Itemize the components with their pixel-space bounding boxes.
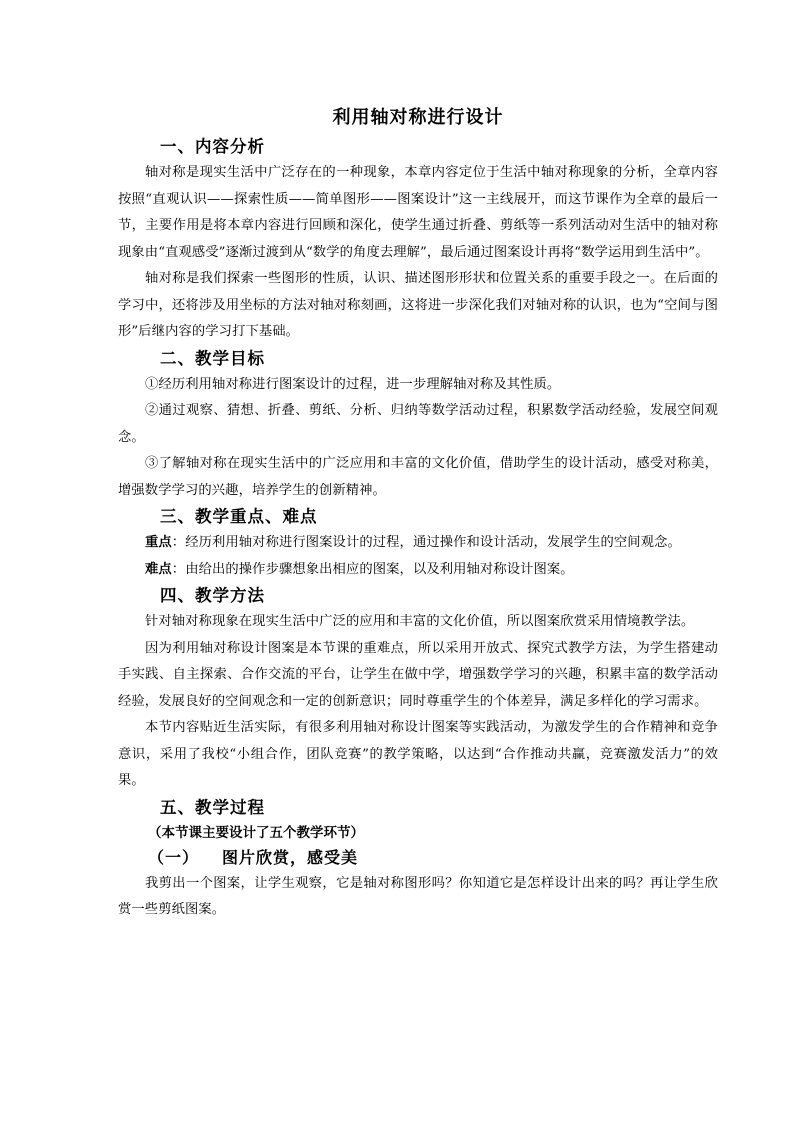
goal-item: ③了解轴对称在现实生活中的广泛应用和丰富的文化价值，借助学生的设计活动，感受对称美，增强数学学习的兴趣，培养学生的创新精神。 [118,456,718,498]
paragraph: 轴对称是我们探索一些图形的性质，认识、描述图形形状和位置关系的重要手段之一。在后面的学习中，还将涉及用坐标的方法对轴对称刻画，这将进一步深化我们对轴对称的认识，也为“空间与图形”后继内容的学习打下基础。 [118,271,718,339]
document-body [118,104,718,924]
key-point-label: 重点 [145,535,172,550]
paragraph: 因为利用轴对称设计图案是本节课的重难点，所以采用开放式、探究式教学方法，为学生搭建动手实践、自主探索、合作交流的平台，让学生在做中学，增强数学学习的兴趣，积累丰富的数学活动经验，发展良好的空间观念和一定的创新意识；同时尊重学生的个体差异，满足多样化的学习需求。 [118,640,718,709]
paragraph: 轴对称是现实生活中广泛存在的一种现象，本章内容定位于生活中轴对称现象的分析，全章内容按照“直观认识——探索性质——简单图形——图案设计”这一主线展开，而这节课作为全章的最后一节，主要作用是将本章内容进行回顾和深化，使学生通过折叠、剪纸等一系列活动对生活中的轴对称现象由“直观感受”逐渐过渡到从“数学的角度去理解”，最后通过图案设计再将“数学运用到生活中”。 [118,165,718,260]
difficult-point-text: ：由给出的操作步骤想象出相应的图案，以及利用轴对称设计图案。 [171,561,574,577]
section-heading-teaching-process: 五、教学过程 [160,797,265,817]
step-number: （一） [148,847,200,867]
goal-item: ②通过观察、猜想、折叠、剪纸、分析、归纳等数学活动过程，积累数学活动经验，发展空间观念。 [118,403,718,445]
difficult-point-label: 难点 [145,561,172,577]
key-point [118,530,718,557]
process-note: （本节课主要设计了五个教学环节） [148,824,364,841]
document-title: 利用轴对称进行设计 [332,107,504,128]
paragraph: 我剪出一个图案，让学生观察，它是轴对称图形吗？你知道它是怎样设计出来的吗？再让学生欣赏一些剪纸图案。 [118,875,718,917]
section-heading-teaching-goals: 二、教学目标 [160,348,265,368]
paragraph: 针对轴对称现象在现实生活中广泛的应用和丰富的文化价值，所以图案欣赏采用情境教学法。 [145,614,695,629]
section-heading-teaching-methods: 四、教学方法 [160,586,265,605]
key-point-text: ：经历利用轴对称进行图案设计的过程，通过操作和设计活动，发展学生的空间观念。 [171,535,681,550]
difficult-point [118,557,718,584]
step-heading [118,845,718,871]
goal-item: ①经历利用轴对称进行图案设计的过程，进一步理解轴对称及其性质。 [145,376,561,392]
section-heading-content-analysis: 一、内容分析 [160,137,265,156]
paragraph: 本节内容贴近生活实际，有很多利用轴对称设计图案等实践活动，为激发学生的合作精神和竞争意识，采用了我校“小组合作，团队竞赛”的教学策略，以达到“合作推动共赢，竞赛激发活力”的效果。 [118,720,718,788]
section-heading-key-difficult-points: 三、教学重点、难点 [160,507,318,526]
step-title: 图片欣赏，感受美 [222,847,359,867]
